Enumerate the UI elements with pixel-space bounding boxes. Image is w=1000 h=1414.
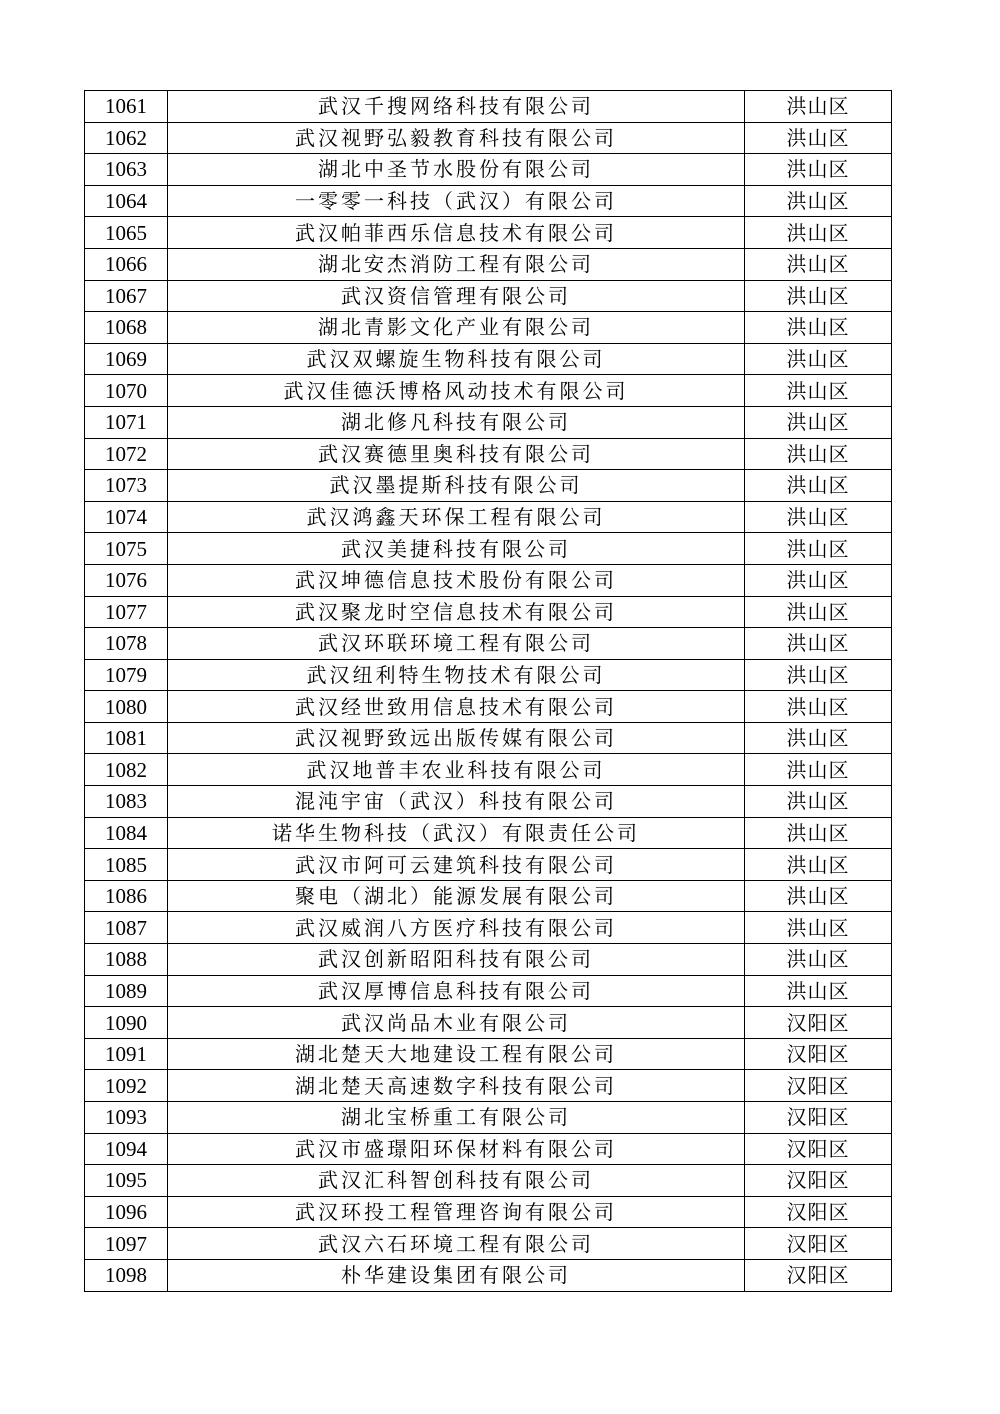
table-row xyxy=(85,628,892,660)
company-name-cell: 武汉资信管理有限公司 xyxy=(168,280,745,312)
table-row xyxy=(85,564,892,596)
table-row xyxy=(85,375,892,407)
row-number-cell: 1068 xyxy=(85,312,168,344)
row-number-cell: 1073 xyxy=(85,470,168,502)
row-number-cell: 1062 xyxy=(85,122,168,154)
table-row xyxy=(85,1007,892,1039)
row-number-cell: 1097 xyxy=(85,1228,168,1260)
company-name-cell: 武汉环联环境工程有限公司 xyxy=(168,628,745,660)
company-name-cell: 武汉六石环境工程有限公司 xyxy=(168,1228,745,1260)
row-number-cell: 1098 xyxy=(85,1259,168,1291)
row-number-cell: 1063 xyxy=(85,154,168,186)
district-cell: 洪山区 xyxy=(745,217,892,249)
table-row xyxy=(85,470,892,502)
row-number-cell: 1095 xyxy=(85,1165,168,1197)
table-row xyxy=(85,501,892,533)
company-name-cell: 武汉帕菲西乐信息技术有限公司 xyxy=(168,217,745,249)
company-name-cell: 武汉地普丰农业科技有限公司 xyxy=(168,754,745,786)
table-row xyxy=(85,185,892,217)
row-number-cell: 1078 xyxy=(85,628,168,660)
row-number-cell: 1096 xyxy=(85,1196,168,1228)
company-name-cell: 一零零一科技（武汉）有限公司 xyxy=(168,185,745,217)
row-number-cell: 1071 xyxy=(85,406,168,438)
table-row xyxy=(85,343,892,375)
table-row xyxy=(85,1165,892,1197)
table-row xyxy=(85,217,892,249)
district-cell: 汉阳区 xyxy=(745,1259,892,1291)
district-cell: 洪山区 xyxy=(745,248,892,280)
row-number-cell: 1075 xyxy=(85,533,168,565)
district-cell: 汉阳区 xyxy=(745,1133,892,1165)
table-row xyxy=(85,1102,892,1134)
table-row xyxy=(85,406,892,438)
company-name-cell: 武汉视野弘毅教育科技有限公司 xyxy=(168,122,745,154)
company-name-cell: 朴华建设集团有限公司 xyxy=(168,1259,745,1291)
table-row xyxy=(85,691,892,723)
row-number-cell: 1084 xyxy=(85,817,168,849)
row-number-cell: 1061 xyxy=(85,91,168,123)
company-name-cell: 武汉鸿鑫天环保工程有限公司 xyxy=(168,501,745,533)
district-cell: 洪山区 xyxy=(745,122,892,154)
district-cell: 洪山区 xyxy=(745,406,892,438)
row-number-cell: 1070 xyxy=(85,375,168,407)
company-list-table xyxy=(84,90,892,1292)
row-number-cell: 1066 xyxy=(85,248,168,280)
company-name-cell: 湖北安杰消防工程有限公司 xyxy=(168,248,745,280)
district-cell: 洪山区 xyxy=(745,501,892,533)
table-row xyxy=(85,1196,892,1228)
company-name-cell: 武汉纽利特生物技术有限公司 xyxy=(168,659,745,691)
row-number-cell: 1089 xyxy=(85,975,168,1007)
row-number-cell: 1093 xyxy=(85,1102,168,1134)
table-row xyxy=(85,1133,892,1165)
company-name-cell: 武汉双螺旋生物科技有限公司 xyxy=(168,343,745,375)
table-row xyxy=(85,975,892,1007)
company-name-cell: 武汉创新昭阳科技有限公司 xyxy=(168,944,745,976)
table-row xyxy=(85,91,892,123)
row-number-cell: 1065 xyxy=(85,217,168,249)
company-name-cell: 湖北修凡科技有限公司 xyxy=(168,406,745,438)
row-number-cell: 1080 xyxy=(85,691,168,723)
district-cell: 洪山区 xyxy=(745,817,892,849)
company-name-cell: 武汉千搜网络科技有限公司 xyxy=(168,91,745,123)
company-name-cell: 湖北宝桥重工有限公司 xyxy=(168,1102,745,1134)
district-cell: 洪山区 xyxy=(745,154,892,186)
company-name-cell: 武汉威润八方医疗科技有限公司 xyxy=(168,912,745,944)
company-name-cell: 武汉汇科智创科技有限公司 xyxy=(168,1165,745,1197)
district-cell: 洪山区 xyxy=(745,91,892,123)
table-row xyxy=(85,1070,892,1102)
district-cell: 洪山区 xyxy=(745,375,892,407)
company-name-cell: 武汉市阿可云建筑科技有限公司 xyxy=(168,849,745,881)
table-row xyxy=(85,722,892,754)
row-number-cell: 1094 xyxy=(85,1133,168,1165)
table-row xyxy=(85,849,892,881)
table-row xyxy=(85,312,892,344)
company-name-cell: 湖北中圣节水股份有限公司 xyxy=(168,154,745,186)
table-row xyxy=(85,754,892,786)
table-row xyxy=(85,1259,892,1291)
table-row xyxy=(85,248,892,280)
district-cell: 汉阳区 xyxy=(745,1228,892,1260)
table-body xyxy=(85,91,892,1292)
company-name-cell: 武汉环投工程管理咨询有限公司 xyxy=(168,1196,745,1228)
district-cell: 洪山区 xyxy=(745,691,892,723)
district-cell: 洪山区 xyxy=(745,912,892,944)
table-row xyxy=(85,533,892,565)
district-cell: 洪山区 xyxy=(745,343,892,375)
district-cell: 汉阳区 xyxy=(745,1102,892,1134)
company-name-cell: 武汉市盛璟阳环保材料有限公司 xyxy=(168,1133,745,1165)
district-cell: 洪山区 xyxy=(745,470,892,502)
company-name-cell: 湖北楚天大地建设工程有限公司 xyxy=(168,1038,745,1070)
row-number-cell: 1090 xyxy=(85,1007,168,1039)
district-cell: 洪山区 xyxy=(745,628,892,660)
company-name-cell: 诺华生物科技（武汉）有限责任公司 xyxy=(168,817,745,849)
table-row xyxy=(85,817,892,849)
row-number-cell: 1079 xyxy=(85,659,168,691)
district-cell: 洪山区 xyxy=(745,280,892,312)
row-number-cell: 1087 xyxy=(85,912,168,944)
table-row xyxy=(85,154,892,186)
district-cell: 洪山区 xyxy=(745,849,892,881)
district-cell: 洪山区 xyxy=(745,786,892,818)
district-cell: 洪山区 xyxy=(745,564,892,596)
company-name-cell: 武汉墨提斯科技有限公司 xyxy=(168,470,745,502)
company-name-cell: 武汉佳德沃博格风动技术有限公司 xyxy=(168,375,745,407)
row-number-cell: 1085 xyxy=(85,849,168,881)
district-cell: 洪山区 xyxy=(745,659,892,691)
district-cell: 汉阳区 xyxy=(745,1070,892,1102)
table-row xyxy=(85,880,892,912)
district-cell: 洪山区 xyxy=(745,944,892,976)
company-name-cell: 聚电（湖北）能源发展有限公司 xyxy=(168,880,745,912)
district-cell: 洪山区 xyxy=(745,975,892,1007)
district-cell: 洪山区 xyxy=(745,533,892,565)
table-row xyxy=(85,786,892,818)
company-name-cell: 武汉尚品木业有限公司 xyxy=(168,1007,745,1039)
table-row xyxy=(85,122,892,154)
row-number-cell: 1083 xyxy=(85,786,168,818)
district-cell: 汉阳区 xyxy=(745,1007,892,1039)
company-name-cell: 武汉经世致用信息技术有限公司 xyxy=(168,691,745,723)
district-cell: 洪山区 xyxy=(745,185,892,217)
district-cell: 洪山区 xyxy=(745,754,892,786)
table-row xyxy=(85,596,892,628)
district-cell: 汉阳区 xyxy=(745,1038,892,1070)
table-row xyxy=(85,944,892,976)
row-number-cell: 1076 xyxy=(85,564,168,596)
row-number-cell: 1081 xyxy=(85,722,168,754)
table-row xyxy=(85,280,892,312)
row-number-cell: 1091 xyxy=(85,1038,168,1070)
table-row xyxy=(85,659,892,691)
company-name-cell: 武汉视野致远出版传媒有限公司 xyxy=(168,722,745,754)
row-number-cell: 1064 xyxy=(85,185,168,217)
company-name-cell: 武汉聚龙时空信息技术有限公司 xyxy=(168,596,745,628)
company-name-cell: 武汉坤德信息技术股份有限公司 xyxy=(168,564,745,596)
row-number-cell: 1067 xyxy=(85,280,168,312)
district-cell: 汉阳区 xyxy=(745,1196,892,1228)
row-number-cell: 1077 xyxy=(85,596,168,628)
company-name-cell: 湖北楚天高速数字科技有限公司 xyxy=(168,1070,745,1102)
row-number-cell: 1082 xyxy=(85,754,168,786)
row-number-cell: 1072 xyxy=(85,438,168,470)
district-cell: 洪山区 xyxy=(745,596,892,628)
table-row xyxy=(85,912,892,944)
company-name-cell: 湖北青影文化产业有限公司 xyxy=(168,312,745,344)
district-cell: 洪山区 xyxy=(745,312,892,344)
company-name-cell: 武汉赛德里奥科技有限公司 xyxy=(168,438,745,470)
table-row xyxy=(85,1038,892,1070)
row-number-cell: 1074 xyxy=(85,501,168,533)
district-cell: 洪山区 xyxy=(745,438,892,470)
row-number-cell: 1086 xyxy=(85,880,168,912)
table-row xyxy=(85,1228,892,1260)
company-name-cell: 混沌宇宙（武汉）科技有限公司 xyxy=(168,786,745,818)
row-number-cell: 1088 xyxy=(85,944,168,976)
row-number-cell: 1092 xyxy=(85,1070,168,1102)
district-cell: 洪山区 xyxy=(745,722,892,754)
company-name-cell: 武汉美捷科技有限公司 xyxy=(168,533,745,565)
company-name-cell: 武汉厚博信息科技有限公司 xyxy=(168,975,745,1007)
table-row xyxy=(85,438,892,470)
row-number-cell: 1069 xyxy=(85,343,168,375)
district-cell: 洪山区 xyxy=(745,880,892,912)
district-cell: 汉阳区 xyxy=(745,1165,892,1197)
